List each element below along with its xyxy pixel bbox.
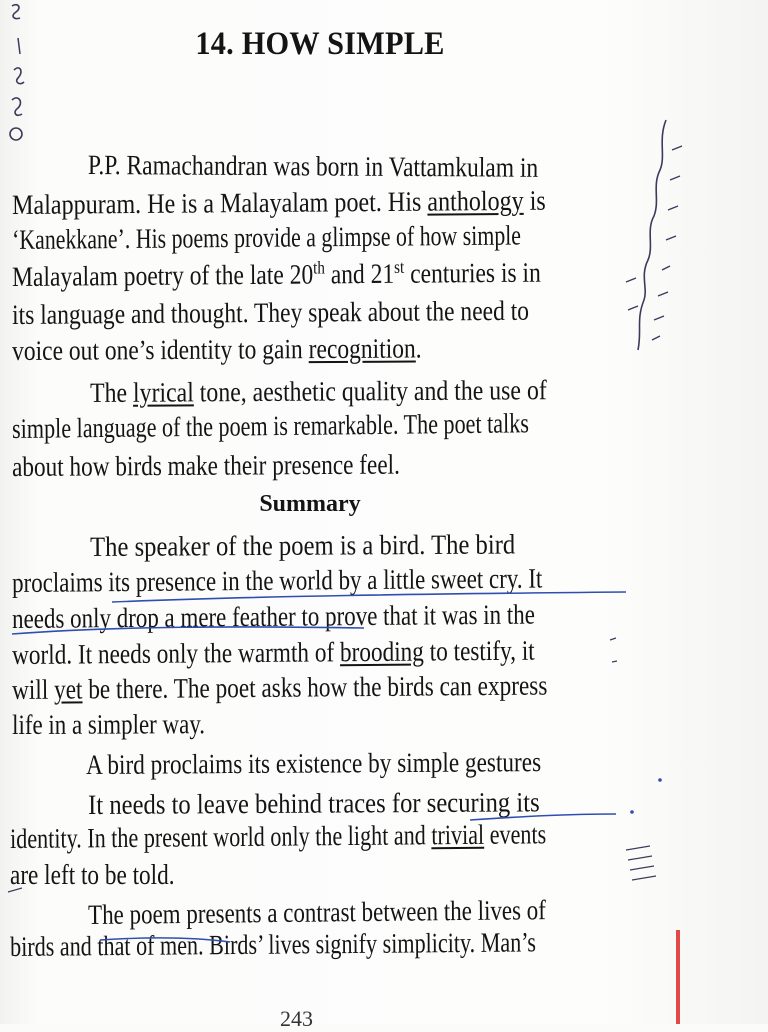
text-run: The speaker of the poem is a bird. The bird: [90, 529, 516, 563]
paragraph-line: [12, 450, 400, 484]
paragraph-line: [90, 375, 547, 410]
text-run: centuries is in: [404, 257, 541, 290]
page-edge-strip: [676, 930, 680, 1024]
paragraph-line: [88, 787, 540, 822]
paragraph-line: [10, 860, 175, 892]
margin-scribble-right: [608, 100, 698, 360]
text-run: is: [523, 185, 546, 217]
paragraph-line: [12, 709, 205, 742]
text-run: P.P. Ramachandran was born in Vattamkulam in: [87, 150, 539, 184]
margin-scribble-left: [4, 0, 34, 160]
paragraph-line: [12, 563, 542, 600]
paragraph-line: [12, 670, 547, 707]
paragraph-line: [86, 747, 541, 782]
text-run: its language and thought. They speak about the need to: [12, 295, 530, 331]
paragraph-line: [88, 895, 546, 932]
text-run: birds and that of men. Birds’ lives signify simplicity. Man’s: [10, 927, 537, 963]
text-run: It needs to leave behind traces for securing its: [88, 787, 540, 821]
chapter-title: 14. HOW SIMPLE: [195, 26, 445, 62]
text-run: and 21: [324, 258, 395, 291]
text-run: proclaims its presence in the world by a little sweet cry. It: [12, 563, 543, 599]
text-run: will: [12, 674, 55, 706]
underlined-word: trivial: [431, 819, 485, 852]
paragraph-line: [12, 600, 535, 636]
text-run: events: [484, 819, 547, 851]
text-run: be there. The poet asks how the birds can express: [82, 670, 548, 706]
text-run: voice out one’s identity to gain: [12, 334, 309, 367]
text-run: to testify, it: [423, 635, 535, 668]
text-run: needs only drop a mere feather to prove that it was in the: [12, 599, 535, 635]
underlined-word: brooding: [339, 636, 424, 669]
paragraph-line: [10, 819, 546, 856]
text-run: about how birds make their presence feel.: [12, 449, 400, 483]
text-run: .: [415, 333, 422, 365]
text-run: The poem presents a contrast between the lives of: [88, 895, 546, 931]
text-run: world. It needs only the warmth of: [12, 637, 341, 671]
ordinal-suffix: st: [394, 256, 405, 277]
text-run: The: [90, 377, 134, 409]
underlined-word: yet: [53, 674, 83, 706]
paragraph-line: [12, 636, 535, 672]
text-run: life in a simpler way.: [12, 709, 206, 741]
text-run: Malayalam poetry of the late 20: [12, 259, 314, 293]
underlined-word: lyrical: [132, 377, 194, 409]
page-number: 243: [280, 1006, 313, 1031]
paragraph-line: [90, 529, 515, 564]
paragraph-line: [12, 296, 529, 332]
text-run: identity. In the present world only the light and: [10, 820, 432, 855]
underlined-word: anthology: [427, 185, 524, 218]
text-run: ‘Kanekkane’. His poems provide a glimpse of how simple: [12, 220, 522, 256]
paragraph-line: [88, 150, 538, 185]
paragraph-line: [12, 220, 521, 257]
paragraph-line: [12, 258, 541, 294]
section-heading: Summary: [259, 491, 361, 517]
text-run: are left to be told.: [10, 860, 175, 891]
paragraph-line: [10, 927, 536, 964]
text-run: tone, aesthetic quality and the use of: [193, 375, 547, 409]
paragraph-line: [12, 186, 546, 222]
ordinal-suffix: th: [313, 257, 325, 278]
text-run: Malappuram. He is a Malayalam poet. His: [12, 186, 428, 221]
underlined-word: recognition: [308, 333, 416, 366]
text-run: simple language of the poem is remarkable. The poet talks: [12, 408, 529, 445]
text-run: A bird proclaims its existence by simple gestures: [86, 747, 542, 781]
paragraph-line: [12, 333, 422, 368]
paragraph-line: [12, 408, 529, 446]
